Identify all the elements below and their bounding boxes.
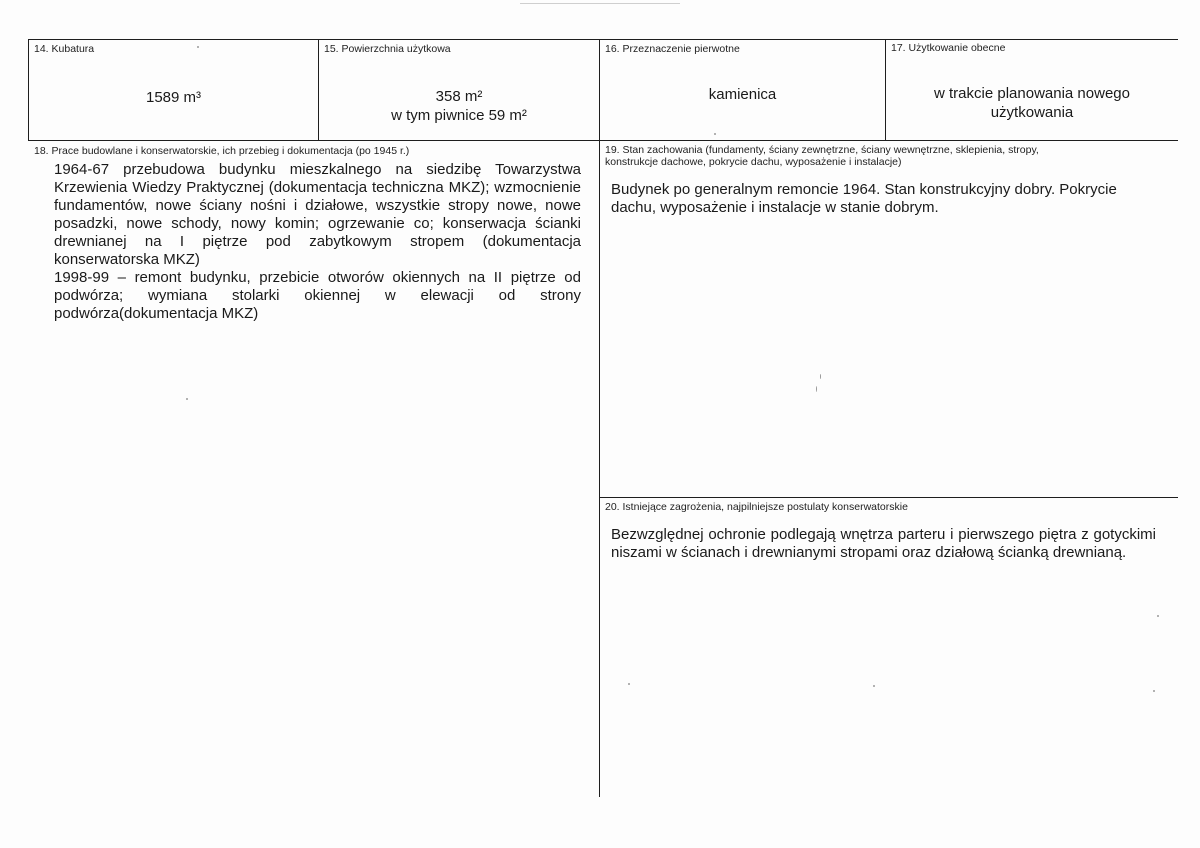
field-15-label: 15. Powierzchnia użytkowa [324, 43, 451, 55]
condition-text: Budynek po generalnym remoncie 1964. Stan konstrukcyjny dobry. Pokrycie dachu, wyposażenie i instalacje w stanie dobrym. [611, 181, 1117, 216]
works-paragraph-1: 1964-67 przebudowa budynku mieszkalnego na siedzibę Towarzystwa Krzewienia Wiedzy Praktycznej (dokumentacja techniczna MKZ); wzmocnienie fundamentów, nowe ściany nośni i działowe, wszystkie stropy nowe, nowe posadzki, nowe schody, nowy komin; ogrzewanie co; konserwacja ścianki drewnianej na I piętrze pod zabytkowym stropem (dokumentacja konserwatorska MKZ) [54, 161, 581, 268]
works-paragraph-2: 1998-99 – remont budynku, przebicie otworów okiennych na II piętrze od podwórza; wymiana stolarki okiennej w elewacji od strony podwórza(dokumentacja MKZ) [54, 269, 581, 322]
scan-speck [197, 46, 199, 48]
field-18-text [54, 161, 581, 323]
field-19-text [611, 181, 1157, 217]
current-use-line-1: w trakcie planowania nowego [934, 85, 1130, 102]
scan-artifact-line [520, 3, 680, 4]
scan-speck [1153, 690, 1155, 692]
field-15-value [319, 87, 599, 125]
cubature-value: 1589 m³ [145, 89, 202, 106]
field-20-label: 20. Istniejące zagrożenia, najpilniejsze postulaty konserwatorskie [605, 501, 908, 513]
scan-speck [186, 398, 188, 400]
scan-speck [820, 374, 821, 379]
scan-speck [1157, 615, 1159, 617]
field-14-value [29, 88, 318, 107]
scan-speck [714, 133, 716, 135]
field-18-label: 18. Prace budowlane i konserwatorskie, ich przebieg i dokumentacja (po 1945 r.) [34, 145, 410, 157]
section20-top-border [600, 497, 1178, 498]
threats-text: Bezwzględnej ochronie podlegają wnętrza parteru i pierwszego piętra z gotyckimi niszami w ścianach i drewnianymi stropami oraz działową ścianką drewnianą. [611, 526, 1156, 561]
scan-speck [873, 685, 875, 687]
field-17-label: 17. Użytkowanie obecne [891, 42, 1006, 54]
original-purpose-value: kamienica [708, 86, 777, 103]
field-17-value [886, 84, 1178, 122]
field-19-label [605, 144, 1039, 168]
field-14-label: 14. Kubatura [34, 43, 95, 55]
divider-center [599, 39, 600, 797]
basement-area-value: w tym piwnice 59 m² [391, 107, 527, 124]
top-border [28, 39, 1178, 40]
field-19-label-line-1: 19. Stan zachowania (fundamenty, ściany zewnętrzne, ściany wewnętrzne, sklepienia, stropy, [605, 144, 1039, 156]
field-20-text [611, 526, 1156, 562]
field-16-value [600, 85, 885, 104]
row1-bottom-border [28, 140, 1178, 141]
usable-area-value: 358 m² [435, 88, 483, 105]
field-16-label: 16. Przeznaczenie pierwotne [605, 43, 740, 55]
current-use-line-2: użytkowania [990, 104, 1074, 121]
scan-speck [816, 386, 817, 392]
scan-speck [628, 683, 630, 685]
field-19-label-line-2: konstrukcje dachowe, pokrycie dachu, wyposażenie i instalacje) [605, 156, 902, 168]
